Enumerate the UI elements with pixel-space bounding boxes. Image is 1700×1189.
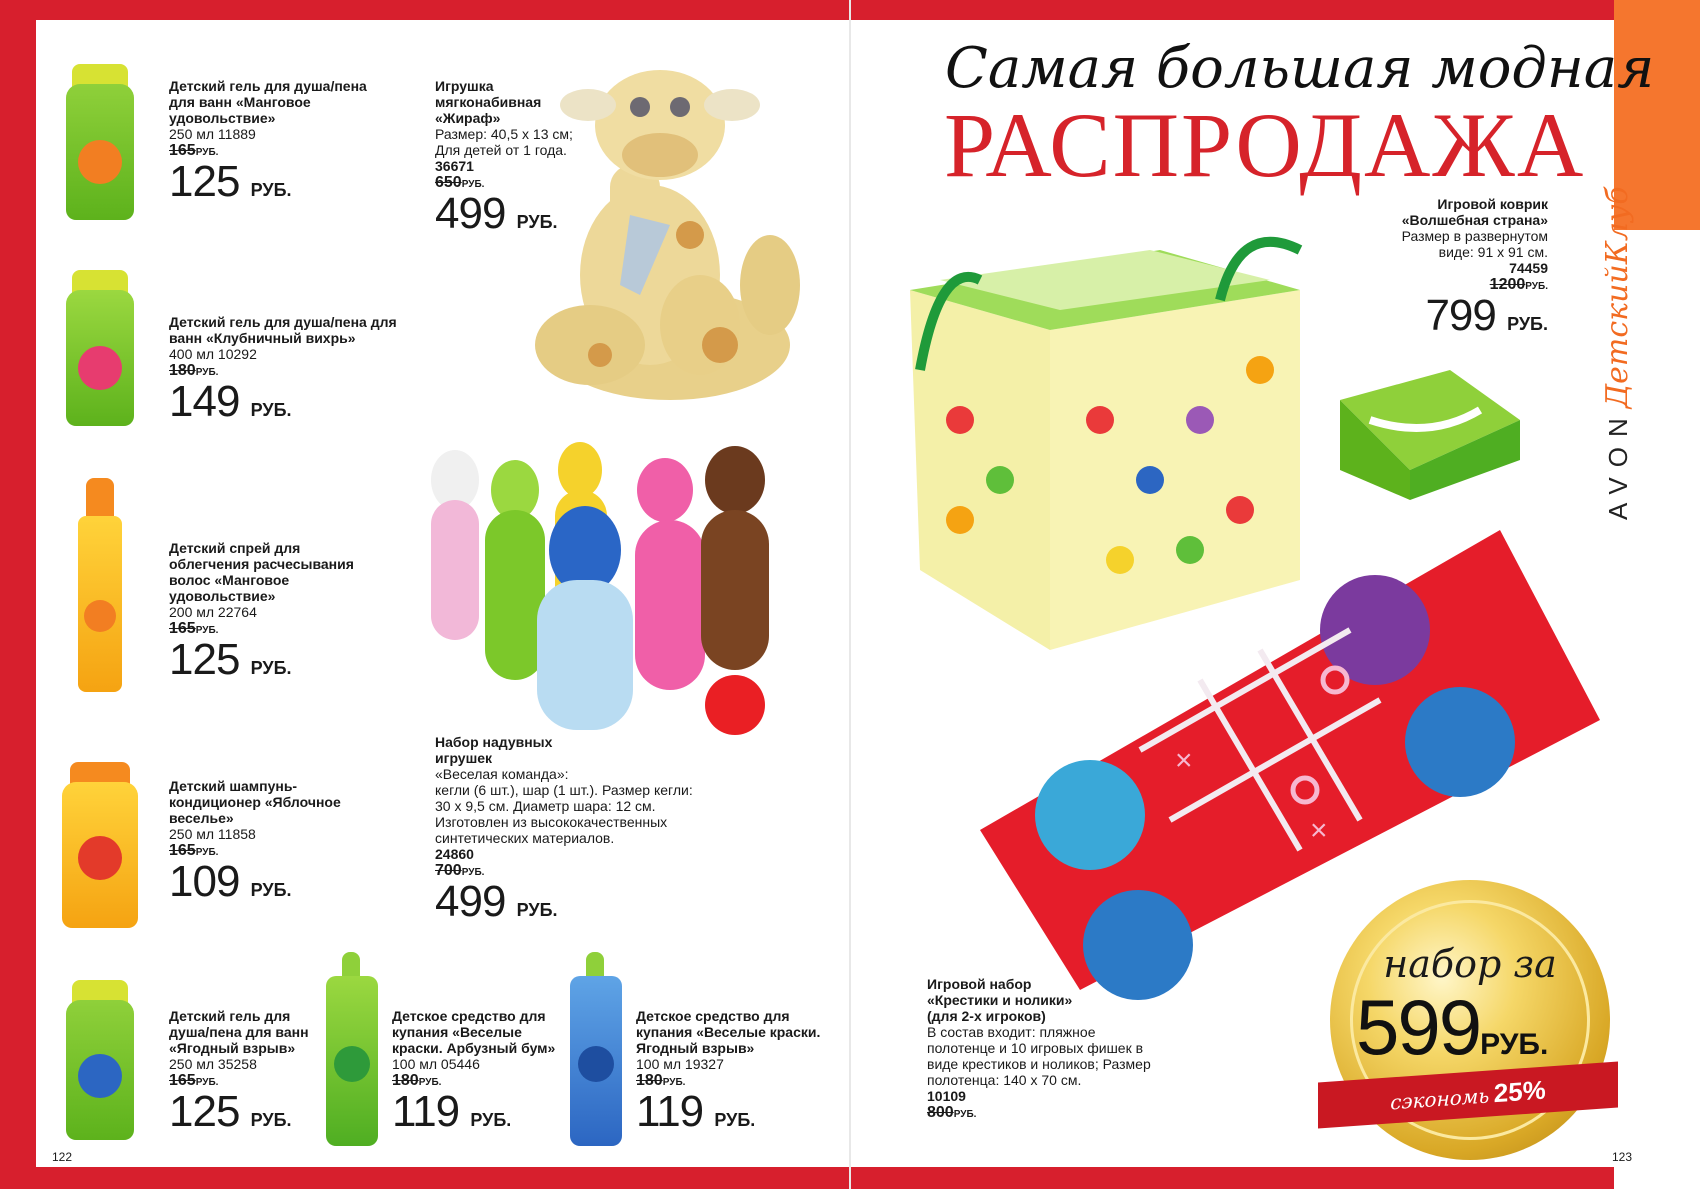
page-number-left: 122 (52, 1150, 73, 1164)
new-price: 119 (392, 1087, 460, 1136)
old-price-currency: РУБ. (461, 179, 485, 190)
sale-heading-line1: Самая большая модная (945, 36, 1655, 101)
new-price: 499 (435, 189, 506, 238)
old-price: 180 (169, 362, 196, 379)
new-price-currency: РУБ. (250, 1110, 292, 1130)
product-name: Игровой коврик «Волшебная страна» (1401, 196, 1548, 228)
product-spray (169, 540, 369, 690)
product-spec: 200 мл 22764 (169, 604, 257, 620)
page-number-right: 123 (1612, 1150, 1633, 1164)
medal-price: 599 (1356, 983, 1481, 1071)
new-price: 119 (636, 1087, 704, 1136)
spine (849, 0, 851, 1189)
product-spec: 250 мл 11858 (169, 826, 256, 842)
club-logo-text: ДетскийКлуб (1600, 186, 1635, 409)
sale-heading-line2: РАСПРОДАЖА (944, 94, 1586, 196)
save-text: сэкономь (1390, 1083, 1490, 1115)
product-mango-gel (169, 78, 369, 212)
new-price: 125 (169, 635, 240, 684)
svg-text:×: × (1175, 744, 1193, 777)
product-code: 36671 (435, 158, 474, 174)
product-name: Игрушка мягконабивная «Жираф» (435, 78, 542, 126)
svg-text:×: × (1310, 814, 1328, 847)
new-price: 149 (169, 377, 240, 426)
old-price-currency: РУБ. (195, 847, 219, 858)
new-price-currency: РУБ. (250, 658, 292, 678)
old-price: 165 (169, 842, 196, 859)
avon-logo-text: AVON (1603, 408, 1633, 520)
old-price: 165 (169, 620, 196, 637)
product-tictactoe (927, 976, 1157, 1122)
old-price-currency: РУБ. (461, 867, 485, 878)
product-name: Детский шампунь-кондиционер «Яблочное веселье» (169, 778, 341, 826)
playmat-flat-image (1330, 360, 1530, 510)
old-price-currency: РУБ. (195, 367, 219, 378)
product-spec: 100 мл 05446 (392, 1056, 480, 1072)
new-price-currency: РУБ. (470, 1110, 512, 1130)
old-price: 800 (927, 1104, 954, 1121)
medal-label: набор за (1383, 942, 1557, 986)
product-code: 24860 (435, 846, 474, 862)
old-price: 700 (435, 862, 462, 879)
old-price-currency: РУБ. (662, 1077, 686, 1088)
save-percent: 25% (1493, 1074, 1546, 1109)
new-price-currency: РУБ. (250, 880, 292, 900)
old-price: 180 (636, 1072, 663, 1089)
product-spec: 250 мл 11889 (169, 126, 256, 142)
product-spec: Размер: 40,5 х 13 см; Для детей от 1 года. (435, 126, 573, 158)
product-apple-shampoo (169, 778, 369, 912)
product-name: Детский гель для душа/пена для ванн «Манговое удовольствие» (169, 78, 367, 126)
new-price-currency: РУБ. (250, 400, 292, 420)
new-price: 125 (169, 157, 240, 206)
old-price: 165 (169, 1072, 196, 1089)
product-playmat (1380, 196, 1548, 346)
old-price-currency: РУБ. (953, 1109, 977, 1120)
new-price: 499 (435, 877, 506, 926)
product-spec: Размер в развернутом виде: 91 х 91 см. (1401, 228, 1548, 260)
product-name: Детский гель для душа/пена для ванн «Ягодный взрыв» (169, 1008, 309, 1056)
product-spec: В состав входит: пляжное полотенце и 10 игровых фишек в виде крестиков и ноликов; Размер полотенца: 140 х 70 см. (927, 1024, 1151, 1088)
product-spec: 100 мл 19327 (636, 1056, 724, 1072)
bowling-set-image (425, 440, 805, 740)
product-spec: кегли (6 шт.), шар (1 шт.). Размер кегли: 30 х 9,5 см. Диаметр шара: 12 см. Изготовлен из высококачественных синтетических материалов. (435, 782, 693, 846)
old-price: 165 (169, 142, 196, 159)
old-price-currency: РУБ. (195, 147, 219, 158)
product-name: Детский спрей для облегчения расчесывания волос «Манговое удовольствие» (169, 540, 354, 604)
new-price-currency: РУБ. (516, 212, 558, 232)
product-spec: 400 мл 10292 (169, 346, 257, 362)
product-berry-gel (169, 1008, 319, 1142)
product-bowling (435, 734, 695, 932)
old-price-currency: РУБ. (195, 625, 219, 636)
new-price-currency: РУБ. (1507, 314, 1548, 334)
new-price: 125 (169, 1087, 240, 1136)
product-strawberry-gel (169, 314, 419, 432)
new-price-currency: РУБ. (516, 900, 558, 920)
product-berry-bath (636, 1008, 821, 1142)
old-price-currency: РУБ. (418, 1077, 442, 1088)
product-code: 10109 (927, 1088, 966, 1104)
new-price-currency: РУБ. (714, 1110, 756, 1130)
product-giraffe (435, 78, 595, 244)
product-name: Игровой набор «Крестики и нолики» (для 2-х игроков) (927, 976, 1073, 1024)
product-name: Детское средство для купания «Веселые краски. Арбузный бум» (392, 1008, 556, 1056)
product-watermelon-bath (392, 1008, 567, 1142)
old-price: 650 (435, 174, 462, 191)
old-price: 1200 (1489, 276, 1526, 293)
old-price-currency: РУБ. (1525, 281, 1548, 292)
new-price-currency: РУБ. (250, 180, 292, 200)
medal-price-currency: РУБ. (1480, 1028, 1549, 1061)
product-spec: 250 мл 35258 (169, 1056, 257, 1072)
product-name: Набор надувных игрушек (435, 734, 553, 766)
product-name: Детское средство для купания «Веселые краски. Ягодный взрыв» (636, 1008, 821, 1056)
new-price: 799 (1425, 291, 1496, 340)
old-price-currency: РУБ. (195, 1077, 219, 1088)
product-code: 74459 (1509, 260, 1548, 276)
old-price: 180 (392, 1072, 419, 1089)
brand-club-logo (1600, 186, 1635, 520)
new-price: 109 (169, 857, 240, 906)
product-name: Детский гель для душа/пена для ванн «Клубничный вихрь» (169, 314, 397, 346)
product-title: «Веселая команда»: (435, 766, 569, 782)
